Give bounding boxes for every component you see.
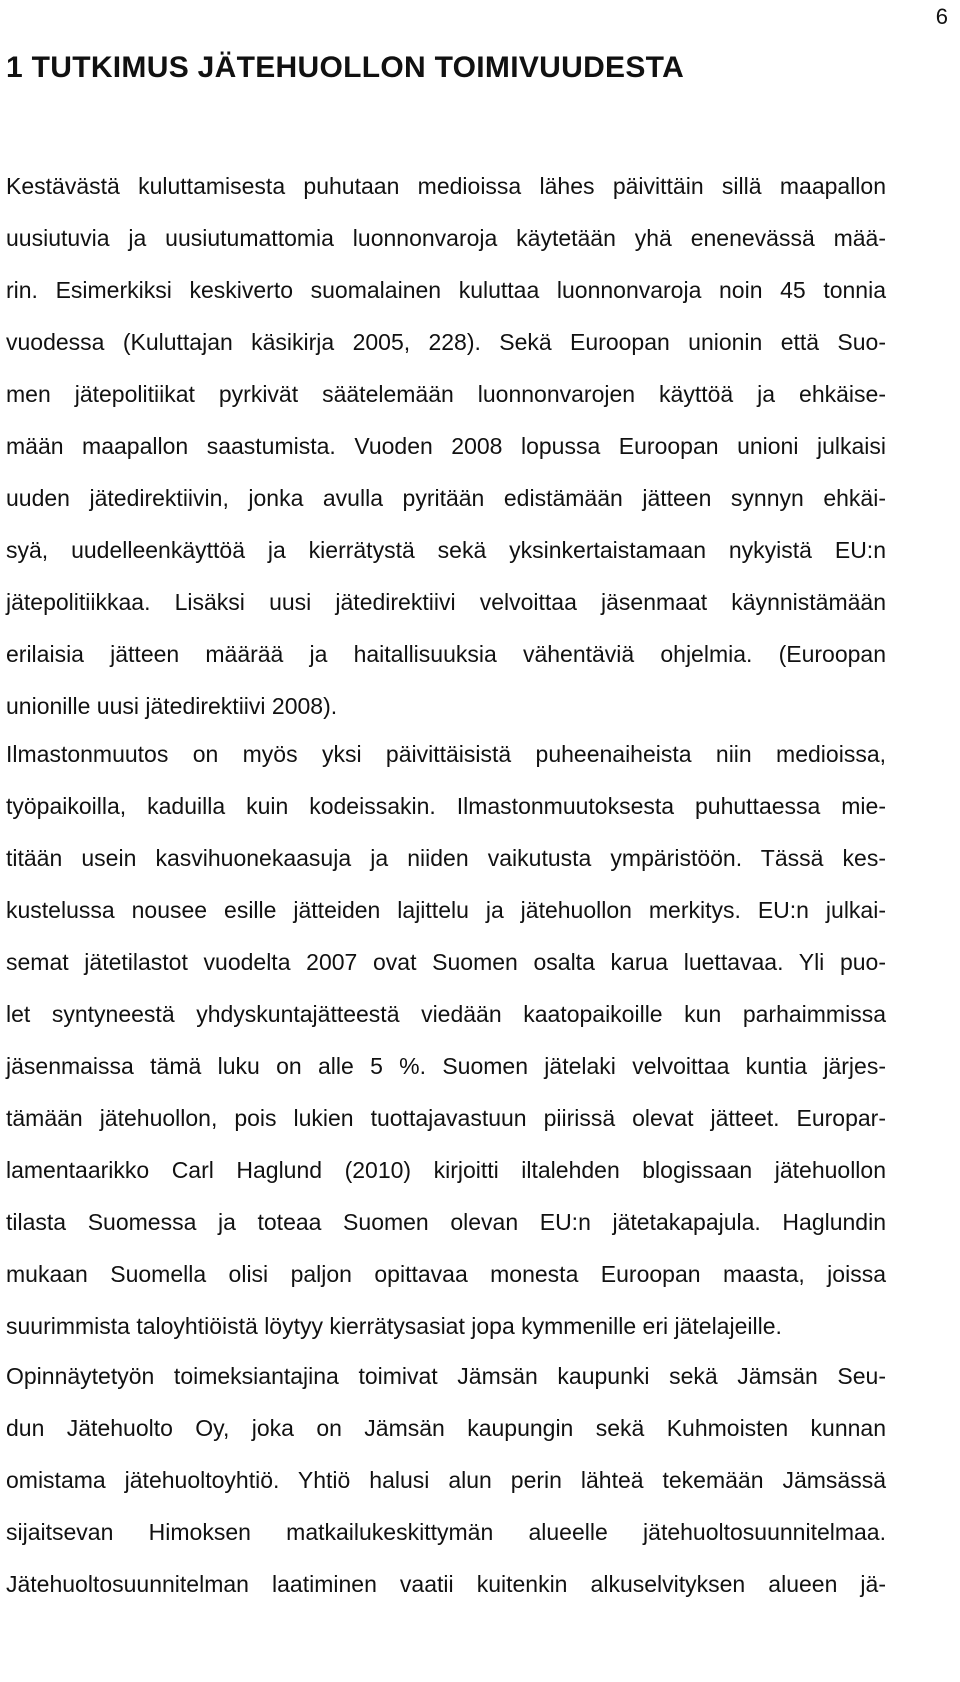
text-line: tilasta Suomessa ja toteaa Suomen olevan EU:n jätetakapajula. Haglundin — [6, 1209, 886, 1235]
text-line: uusiutuvia ja uusiutumattomia luonnonvaroja käytetään yhä enenevässä mää- — [6, 225, 886, 251]
text-line: uuden jätedirektiivin, jonka avulla pyritään edistämään jätteen synnyn ehkäi- — [6, 485, 886, 511]
text-line: jätepolitiikkaa. Lisäksi uusi jätedirektiivi velvoittaa jäsenmaat käynnistämään — [6, 589, 886, 615]
text-line: let syntyneestä yhdyskuntajätteestä viedään kaatopaikoille kun parhaimmissa — [6, 1001, 886, 1027]
text-line: suurimmista taloyhtiöistä löytyy kierrätysasiat jopa kymmenille eri jätelajeille. — [6, 1313, 782, 1339]
section-heading: 1 TUTKIMUS JÄTEHUOLLON TOIMIVUUDESTA — [6, 51, 685, 84]
text-line: rin. Esimerkiksi keskiverto suomalainen kuluttaa luonnonvaroja noin 45 tonnia — [6, 277, 886, 303]
text-line: mään maapallon saastumista. Vuoden 2008 lopussa Euroopan unioni julkaisi — [6, 433, 886, 459]
text-line: Kestävästä kuluttamisesta puhutaan medioissa lähes päivittäin sillä maapallon — [6, 173, 886, 199]
text-line: työpaikoilla, kaduilla kuin kodeissakin. Ilmastonmuutoksesta puhuttaessa mie- — [6, 793, 886, 819]
text-line: jäsenmaissa tämä luku on alle 5 %. Suomen jätelaki velvoittaa kuntia järjes- — [6, 1053, 886, 1079]
paragraph-climate-change — [6, 728, 886, 1352]
text-line: tämään jätehuollon, pois lukien tuottajavastuun piirissä olevat jätteet. Europar- — [6, 1105, 886, 1131]
text-line: kustelussa nousee esille jätteiden lajittelu ja jätehuollon merkitys. EU:n julkai- — [6, 897, 886, 923]
text-line: lamentaarikko Carl Haglund (2010) kirjoitti iltalehden blogissaan jätehuollon — [6, 1157, 886, 1183]
text-line: men jätepolitiikat pyrkivät säätelemään luonnonvarojen käyttöä ja ehkäise- — [6, 381, 886, 407]
text-line: dun Jätehuolto Oy, joka on Jämsän kaupungin sekä Kuhmoisten kunnan — [6, 1415, 886, 1441]
text-line: erilaisia jätteen määrää ja haitallisuuksia vähentäviä ohjelmia. (Euroopan — [6, 641, 886, 667]
paragraph-commissioners — [6, 1350, 886, 1610]
text-line: Jätehuoltosuunnitelman laatiminen vaatii kuitenkin alkuselvityksen alueen jä- — [6, 1571, 886, 1597]
text-line: syä, uudelleenkäyttöä ja kierrätystä sekä yksinkertaistamaan nykyistä EU:n — [6, 537, 886, 563]
text-line: mukaan Suomella olisi paljon opittavaa monesta Euroopan maasta, joissa — [6, 1261, 886, 1287]
page-number: 6 — [935, 4, 948, 29]
text-line: Ilmastonmuutos on myös yksi päivittäisistä puheenaiheista niin medioissa, — [6, 741, 886, 767]
text-line: semat jätetilastot vuodelta 2007 ovat Suomen osalta karua luettavaa. Yli puo- — [6, 949, 886, 975]
text-line: omistama jätehuoltoyhtiö. Yhtiö halusi alun perin lähteä tekemään Jämsässä — [6, 1467, 886, 1493]
text-line: vuodessa (Kuluttajan käsikirja 2005, 228). Sekä Euroopan unionin että Suo- — [6, 329, 886, 355]
text-line: unionille uusi jätedirektiivi 2008). — [6, 693, 338, 719]
text-line: titään usein kasvihuonekaasuja ja niiden vaikutusta ympäristöön. Tässä kes- — [6, 845, 886, 871]
text-line: Opinnäytetyön toimeksiantajina toimivat Jämsän kaupunki sekä Jämsän Seu- — [6, 1363, 886, 1389]
paragraph-sustainable-consumption — [6, 160, 886, 732]
text-line: sijaitsevan Himoksen matkailukeskittymän alueelle jätehuoltosuunnitelmaa. — [6, 1519, 886, 1545]
